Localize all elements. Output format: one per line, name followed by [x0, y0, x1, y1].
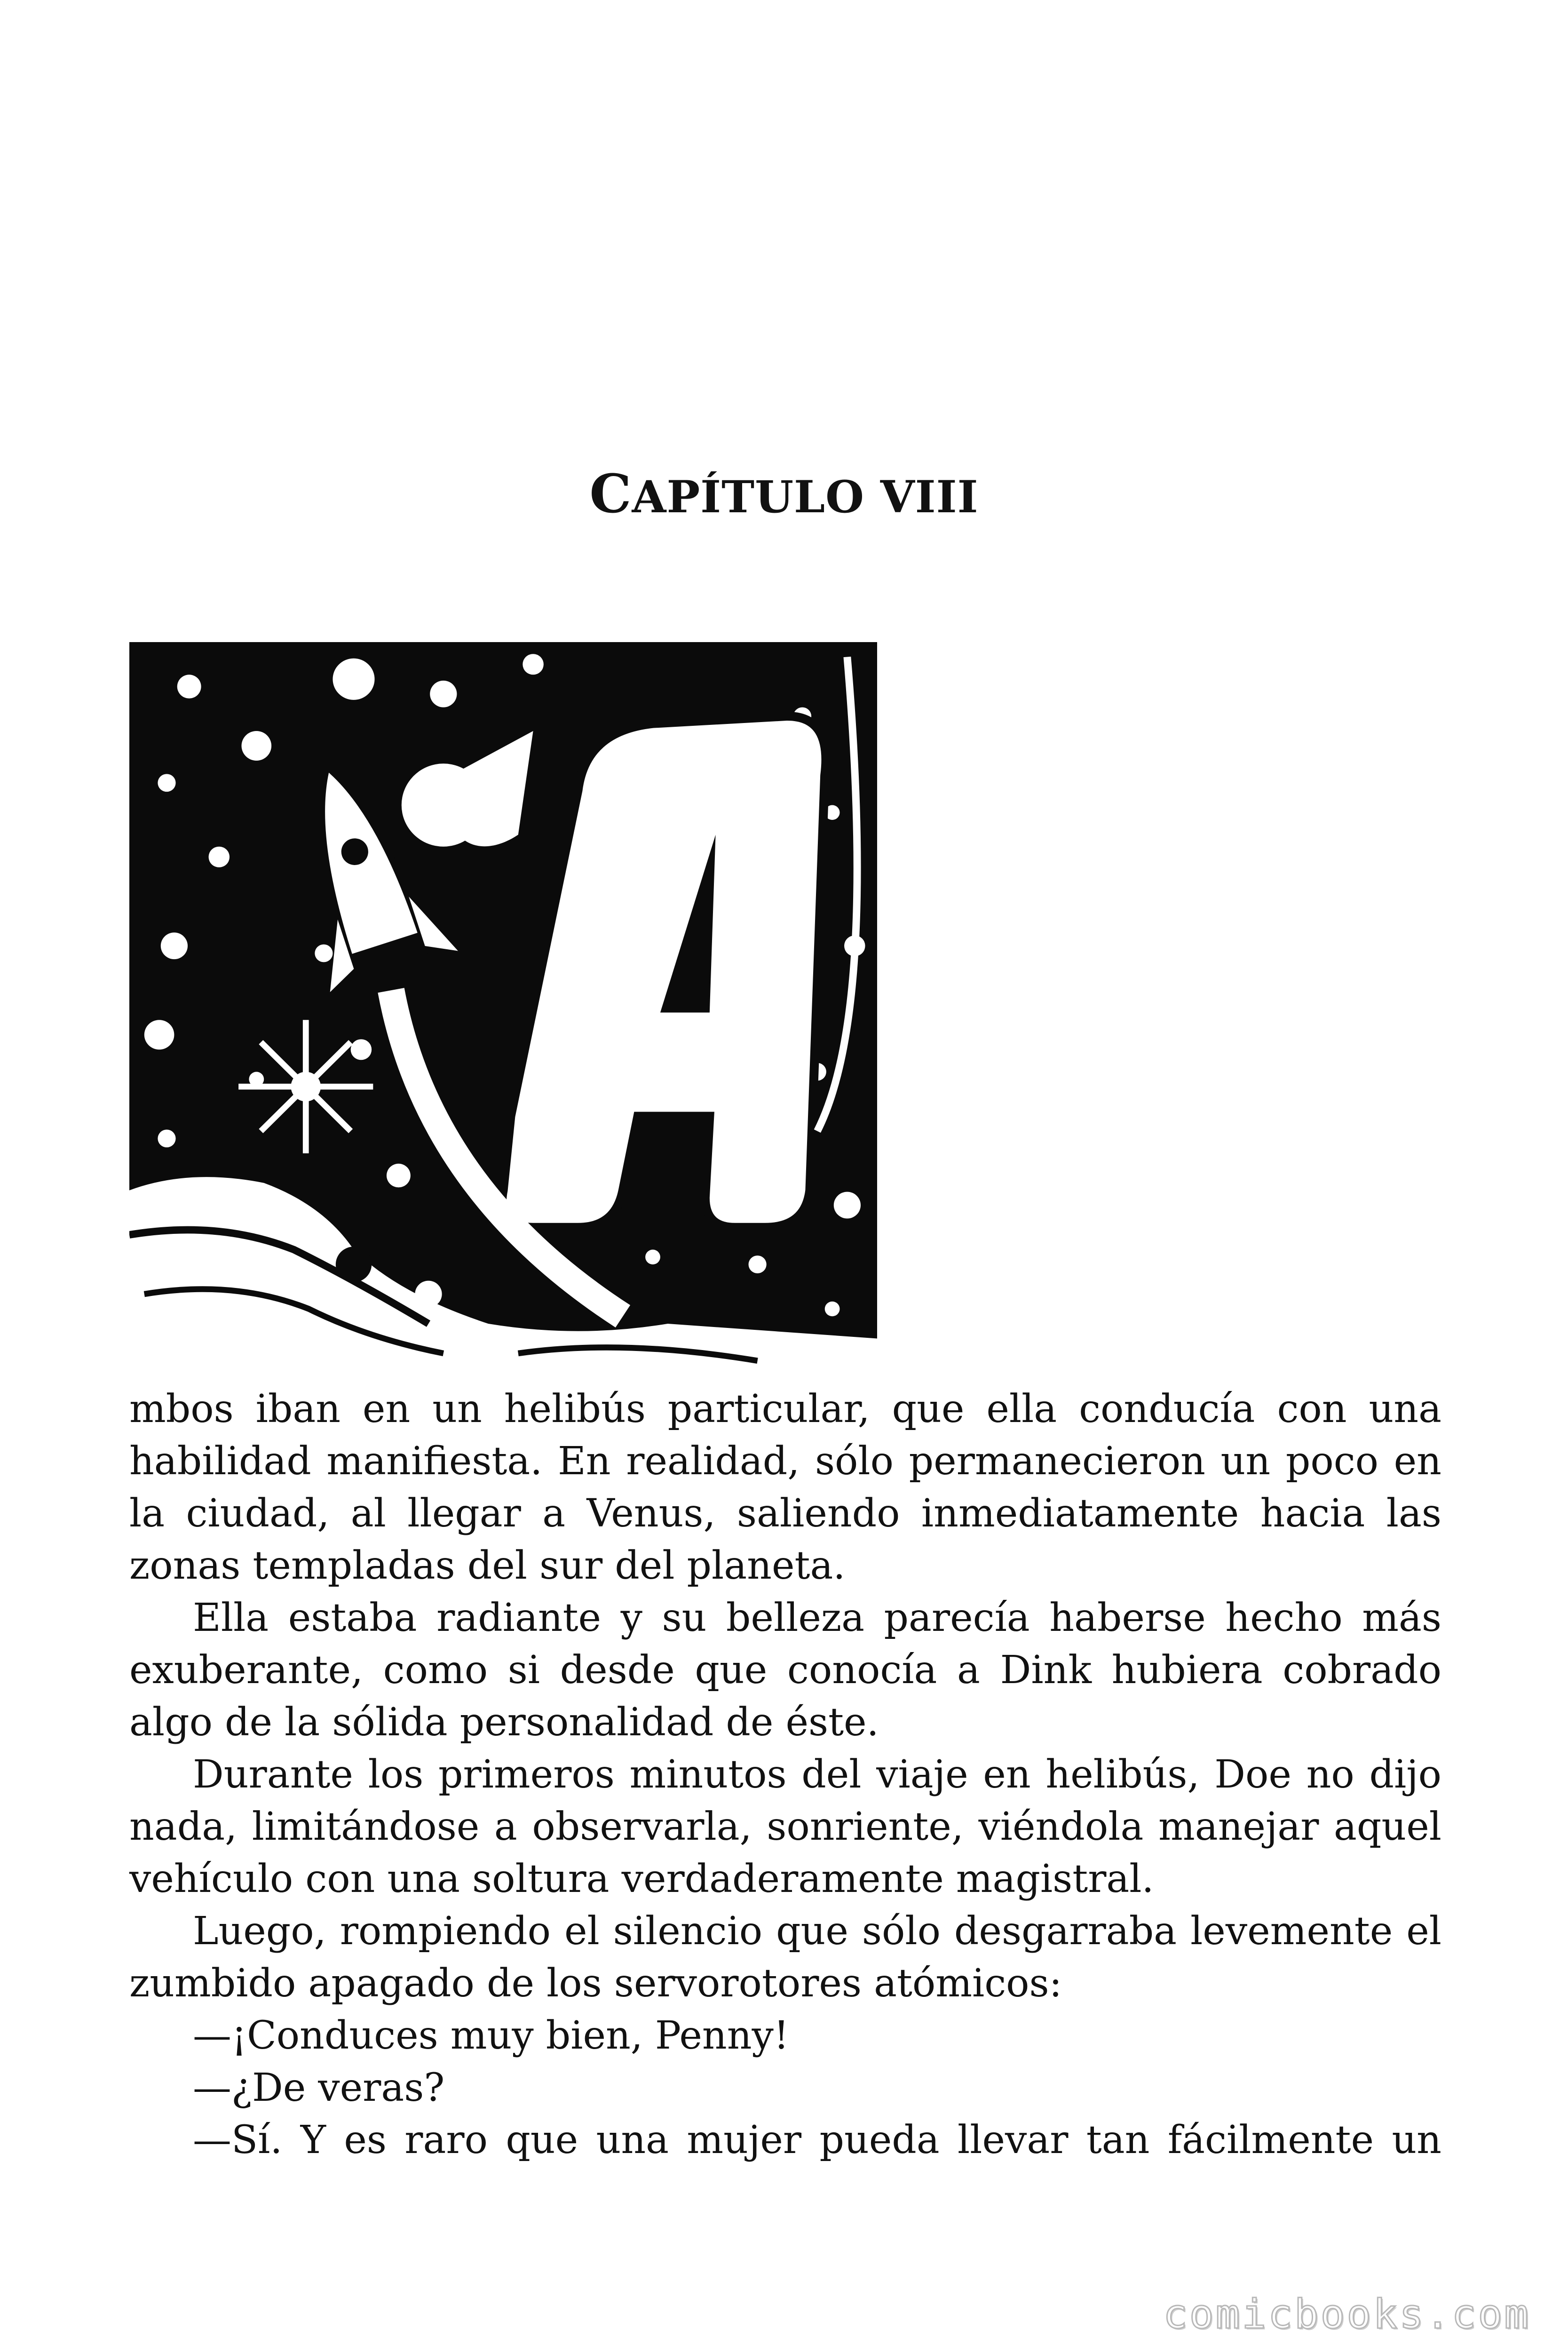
chapter-title-rest: APÍTULO VIII	[632, 471, 979, 523]
paragraph-1: mbos iban en un helibús particular, que ella conducía con una habilidad manifiesta. En realidad, sólo permanecieron un poco en la ciudad, al llegar a Venus, saliendo inmediatamente hacia las zonas templadas del sur del planeta.	[129, 1387, 1441, 1588]
watermark-logo: comicbooks.com	[1163, 2291, 1530, 2338]
chapter-body	[129, 1383, 1441, 2166]
chapter-title	[0, 463, 1568, 525]
paragraph-2: Ella estaba radiante y su belleza parecía haberse hecho más exuberante, como si desde que conocía a Dink hubiera cobrado algo de la sólida personalidad de éste.	[129, 1596, 1441, 1745]
drop-cap-illustration	[129, 642, 877, 1383]
paragraph-4: Luego, rompiendo el silencio que sólo desgarraba levemente el zumbido apagado de los servorotores atómicos:	[129, 1909, 1441, 2006]
dialogue-line-2: —¿De veras?	[193, 2066, 445, 2110]
paragraph-3: Durante los primeros minutos del viaje en helibús, Doe no dijo nada, limitándose a observarla, sonriente, viéndola manejar aquel vehículo con una soltura verdaderamente magistral.	[129, 1752, 1441, 1901]
rocket-letter-a-icon	[129, 642, 877, 1383]
chapter-title-initial: C	[589, 463, 632, 525]
dialogue-line-3: —Sí. Y es raro que una mujer pueda llevar tan fácilmente un	[193, 2118, 1441, 2162]
dialogue-line-1: —¡Conduces muy bien, Penny!	[193, 2013, 789, 2058]
